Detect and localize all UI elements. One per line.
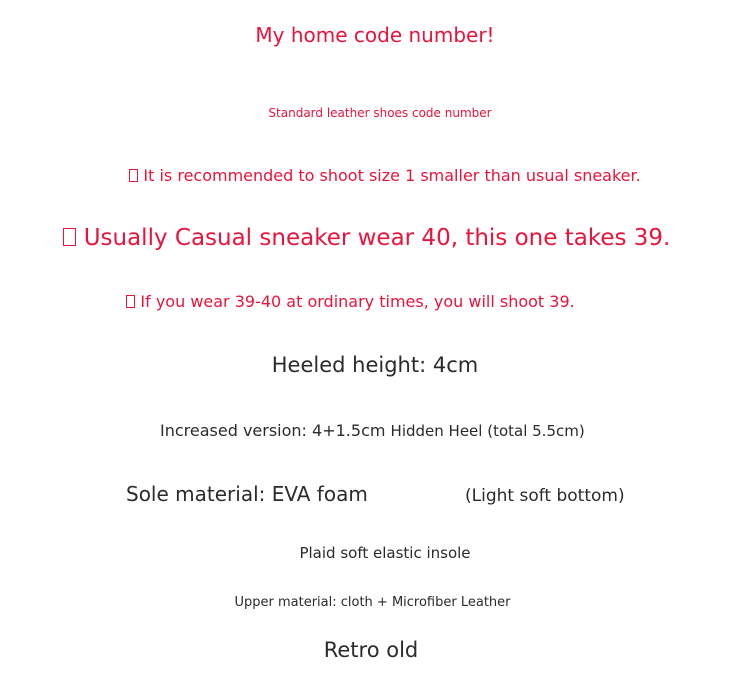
page-title: My home code number!	[255, 23, 495, 47]
increased-version-spec	[160, 421, 585, 440]
size-tip-3-text: If you wear 39-40 at ordinary times, you will shoot 39.	[140, 292, 575, 311]
upper-material-spec: Upper material: cloth + Microfiber Leather	[234, 595, 511, 610]
size-tip-3	[126, 292, 575, 311]
missing-glyph-box-icon	[129, 169, 138, 182]
missing-glyph-box-icon	[63, 228, 76, 246]
size-chart-subtitle: Standard leather shoes code number	[268, 106, 492, 120]
size-tip-2	[63, 225, 670, 251]
cropped-text-fragment	[140, 153, 560, 159]
style-spec: Retro old	[323, 638, 419, 662]
size-tip-1	[129, 166, 641, 185]
heel-height-spec: Heeled height: 4cm	[271, 353, 479, 377]
size-tip-2-text: Usually Casual sneaker wear 40, this one takes 39.	[83, 225, 671, 251]
insole-spec: Plaid soft elastic insole	[299, 544, 471, 562]
sole-material-note: (Light soft bottom)	[465, 486, 625, 506]
sole-material-spec: Sole material: EVA foam	[126, 482, 368, 506]
size-tip-1-text: It is recommended to shoot size 1 smaller than usual sneaker.	[143, 166, 641, 185]
increased-version-label: Increased version: 4+1.5cm	[160, 421, 386, 440]
hidden-heel-label: Hidden Heel (total 5.5cm)	[390, 422, 585, 440]
missing-glyph-box-icon	[126, 295, 135, 308]
